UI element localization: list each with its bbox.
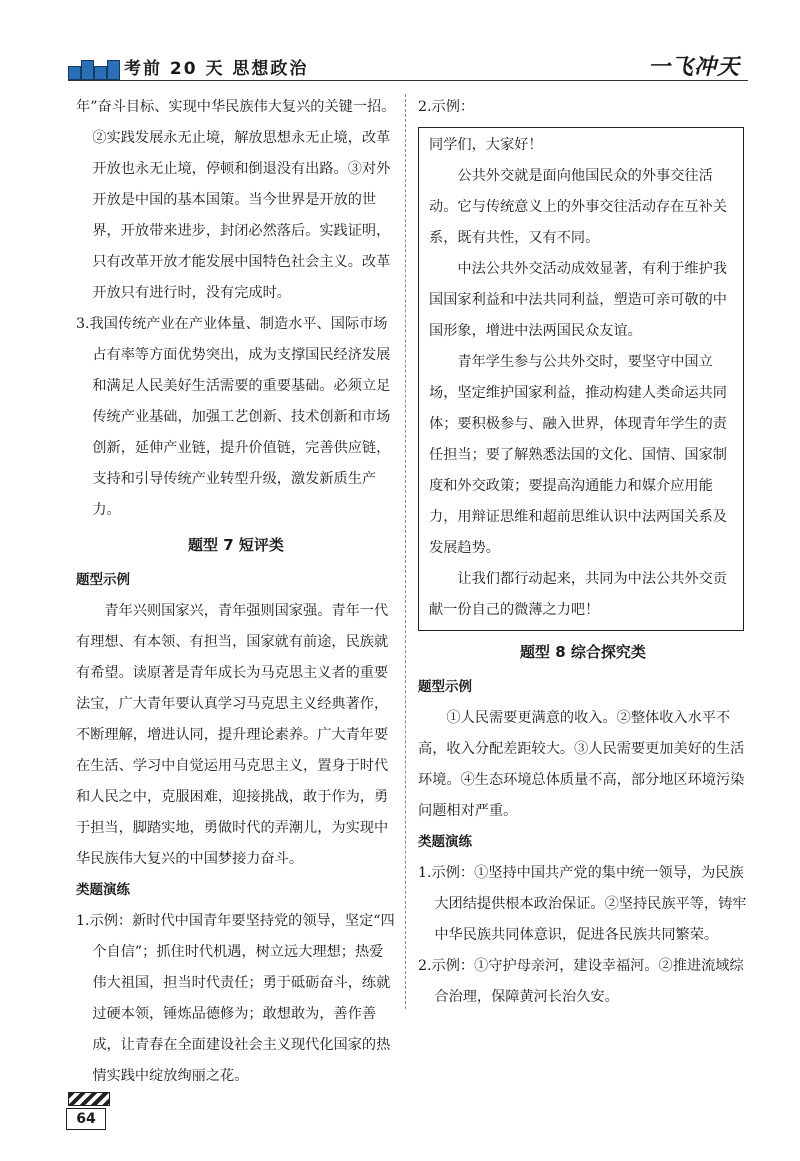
brand-logo: 一飞冲天 — [647, 55, 740, 80]
practice-answer-2: 2.示例：①守护母亲河，建设幸福河。②推进流域综合治理，保障黄河长治久安。 — [418, 958, 744, 1005]
section-7-title: 题型 7 短评类 — [188, 536, 284, 554]
section-8-title: 题型 8 综合探究类 — [520, 643, 646, 661]
right-column — [418, 92, 748, 1013]
letter-paragraph-3: 青年学生参与公共外交时，要坚守中国立场，坚定维护国家利益，推动构建人类命运共同体；要积极参与、融入世界，体现青年学生的责任担当；要了解熟悉法国的文化、国情、国家制度和外交政策；要提高沟通能力和媒介应用能力，用辩证思维和超前思维认识中法两国关系及发展趋势。 — [429, 354, 727, 556]
answer-2-points: ②实践发展永无止境，解放思想永无止境，改革开放也永无止境，停顿和倒退没有出路。③对外开放是中国的基本国策。当今世界是开放的世界，开放带来进步，封闭必然落后。实践证明，只有改革开放才能发展中国特色社会主义。改革开放只有进行时，没有完成时。 — [92, 130, 391, 301]
letter-paragraph-1: 公共外交就是面向他国民众的外事交往活动。它与传统意义上的外事交往活动存在互补关系，既有共性，又有不同。 — [429, 168, 727, 246]
left-column — [76, 92, 396, 1092]
example-heading: 题型示例 — [76, 572, 130, 588]
practice-answer-1: 1.示例：新时代中国青年要坚持党的领导，坚定“四个自信”；抓住时代机遇，树立远大理想；热爱伟大祖国，担当时代责任；勇于砥砺奋斗，练就过硬本领，锤炼品德修为；敢想敢为，善作善成，让青春在全面建设社会主义现代化国家的热情实践中绽放绚丽之花。 — [76, 913, 395, 1084]
page-number: 64 — [66, 1108, 106, 1130]
column-divider — [405, 94, 406, 1009]
header-rule — [68, 80, 748, 81]
letter-greeting: 同学们，大家好！ — [429, 137, 543, 153]
short-essay: 青年兴则国家兴，青年强则国家强。青年一代有理想、有本领、有担当，国家就有前途，民族就有希望。读原著是青年成长为马克思主义者的重要法宝，广大青年要认真学习马克思主义经典著作，不断理解，增进认同，提升理论素养。广大青年要在生活、学习中自觉运用马克思主义，置身于时代和人民之中，克服困难，迎接挑战，敢于作为，勇于担当，脚踏实地，勇做时代的弄潮儿，为实现中华民族伟大复兴的中国梦接力奋斗。 — [76, 603, 389, 867]
practice-answer-1: 1.示例：①坚持中国共产党的集中统一领导，为民族大团结提供根本政治保证。②坚持民族平等，铸牢中华民族共同体意识，促进各民族共同繁荣。 — [418, 865, 747, 943]
header-logo-blocks — [68, 54, 120, 80]
example-answer: ①人民需要更满意的收入。②整体收入水平不高，收入分配差距较大。③人民需要更加美好的生活环境。④生态环境总体质量不高，部分地区环境污染问题相对严重。 — [418, 710, 745, 819]
practice-heading: 类题演练 — [418, 834, 472, 850]
page-header — [68, 48, 748, 84]
barrier-icon — [68, 1092, 110, 1106]
example-heading: 题型示例 — [418, 679, 472, 695]
letter-paragraph-2: 中法公共外交活动成效显著，有利于维护我国国家利益和中法共同利益，塑造可亲可敬的中国形象，增进中法两国民众友谊。 — [429, 261, 727, 339]
speech-letter-box — [418, 127, 744, 631]
header-title: 考前 20 天 思想政治 — [124, 59, 309, 79]
letter-paragraph-4: 让我们都行动起来，共同为中法公共外交贡献一份自己的微薄之力吧！ — [429, 571, 727, 618]
answer-3: 3.我国传统产业在产业体量、制造水平、国际市场占有率等方面优势突出，成为支撑国民经济发展和满足人民美好生活需要的重要基础。必须立足传统产业基础，加强工艺创新、技术创新和市场创新，延伸产业链，提升价值链，完善供应链，支持和引导传统产业转型升级，激发新质生产力。 — [76, 316, 391, 518]
answer-2-continuation: 年”奋斗目标、实现中华民族伟大复兴的关键一招。 — [76, 99, 396, 115]
practice-heading: 类题演练 — [76, 882, 130, 898]
answer-2-heading: 2.示例： — [418, 99, 475, 115]
page-footer — [66, 1092, 116, 1132]
